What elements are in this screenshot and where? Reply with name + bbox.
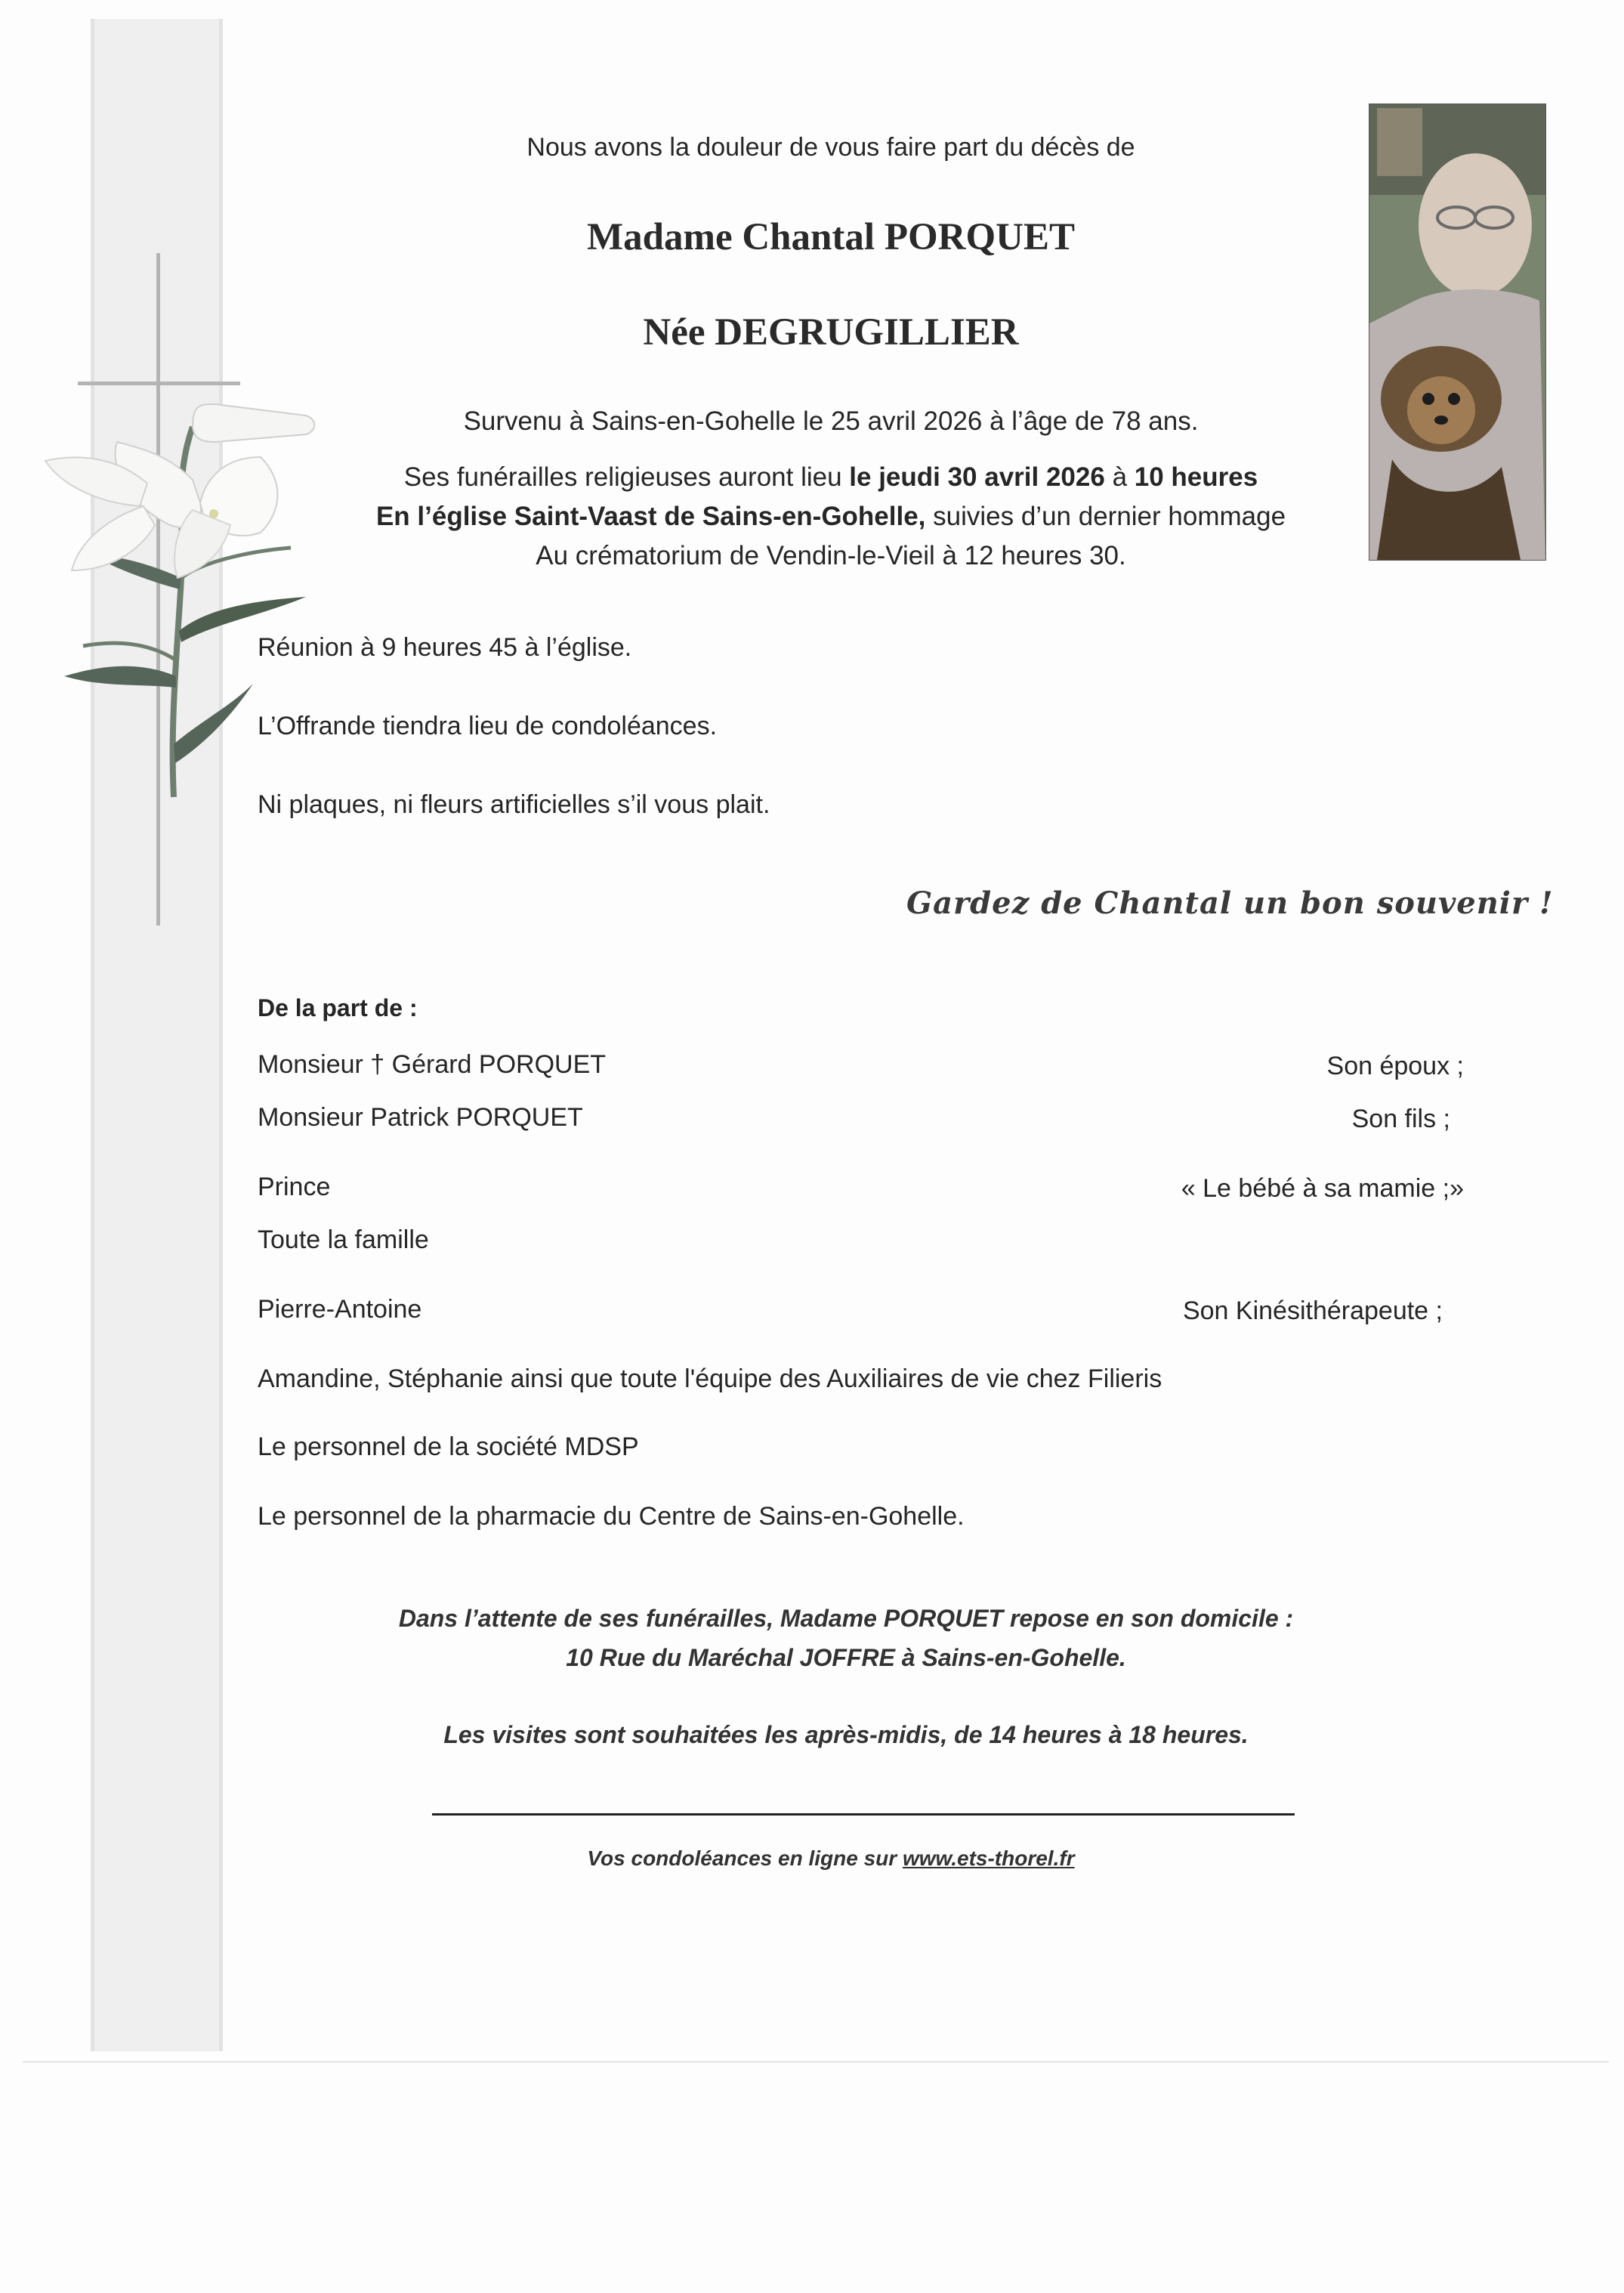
funeral-line-2 (347, 503, 1314, 530)
funeral-line-1c: à (1104, 462, 1135, 492)
family-name-3: Prince (258, 1173, 331, 1201)
funeral-line-3: Au crématorium de Vendin-le-Vieil à 12 heures 30. (536, 541, 1126, 570)
family-name-2: Monsieur Patrick PORQUET (258, 1103, 583, 1132)
funeral-line-2b: suivies d’un dernier hommage (925, 502, 1286, 531)
family-relation-1: Son époux ; (1326, 1052, 1464, 1080)
family-name-1: Monsieur † Gérard PORQUET (258, 1050, 607, 1079)
funeral-time: 10 heures (1134, 462, 1258, 492)
maiden-name: Née DEGRUGILLIER (643, 311, 1019, 354)
memory-line: Gardez de Chantal un bon souvenir ! (906, 885, 1554, 921)
intro-text: Nous avons la douleur de vous faire part du décès de (526, 133, 1135, 162)
condolences-line (378, 1848, 1284, 1869)
cross-icon (78, 253, 240, 926)
family-name-5: Pierre-Antoine (258, 1295, 422, 1324)
family-relation-2: Son fils ; (1351, 1105, 1450, 1133)
family-relation-3: « Le bébé à sa mamie ;» (1181, 1174, 1464, 1203)
funeral-church: En l’église Saint-Vaast de Sains-en-Gohelle, (375, 502, 926, 531)
portrait-photo (1369, 104, 1546, 561)
funeral-line-1a: Ses funérailles religieuses auront lieu (403, 462, 850, 492)
death-details: Survenu à Sains-en-Gohelle le 25 avril 2026 à l’âge de 78 ans. (463, 406, 1199, 436)
page-bottom-edge (23, 2061, 1609, 2063)
funeral-date: le jeudi 30 avril 2026 (849, 462, 1105, 492)
rest-line-1: Dans l’attente de ses funérailles, Madame PORQUET repose en son domicile : (398, 1605, 1294, 1632)
condolences-prefix: Vos condoléances en ligne sur (587, 1846, 903, 1870)
note-reunion: Réunion à 9 heures 45 à l’église. (258, 633, 632, 662)
visits-text: Les visites sont souhaitées les après-midis, de 14 heures à 18 heures. (443, 1721, 1249, 1748)
family-name-7: Le personnel de la société MDSP (258, 1432, 639, 1461)
family-name-6: Amandine, Stéphanie ainsi que toute l'équipe des Auxiliaires de vie chez Filieris (258, 1364, 1162, 1393)
from-heading: De la part de : (258, 994, 418, 1021)
lily-flower-icon (19, 253, 336, 933)
note-fleurs: Ni plaques, ni fleurs artificielles s’il vous plait. (258, 790, 770, 819)
note-offrande: L’Offrande tiendra lieu de condoléances. (258, 712, 718, 740)
family-name-4: Toute la famille (258, 1225, 429, 1254)
deceased-name: Madame Chantal PORQUET (586, 216, 1076, 258)
separator-line (432, 1813, 1295, 1816)
family-name-8: Le personnel de la pharmacie du Centre de Sains-en-Gohelle. (258, 1502, 965, 1531)
condolences-link[interactable]: www.ets-thorel.fr (902, 1846, 1075, 1870)
rest-line-2: 10 Rue du Maréchal JOFFRE à Sains-en-Gohelle. (566, 1644, 1126, 1671)
family-relation-5: Son Kinésithérapeute ; (1182, 1296, 1443, 1325)
funeral-line-1 (347, 464, 1314, 490)
